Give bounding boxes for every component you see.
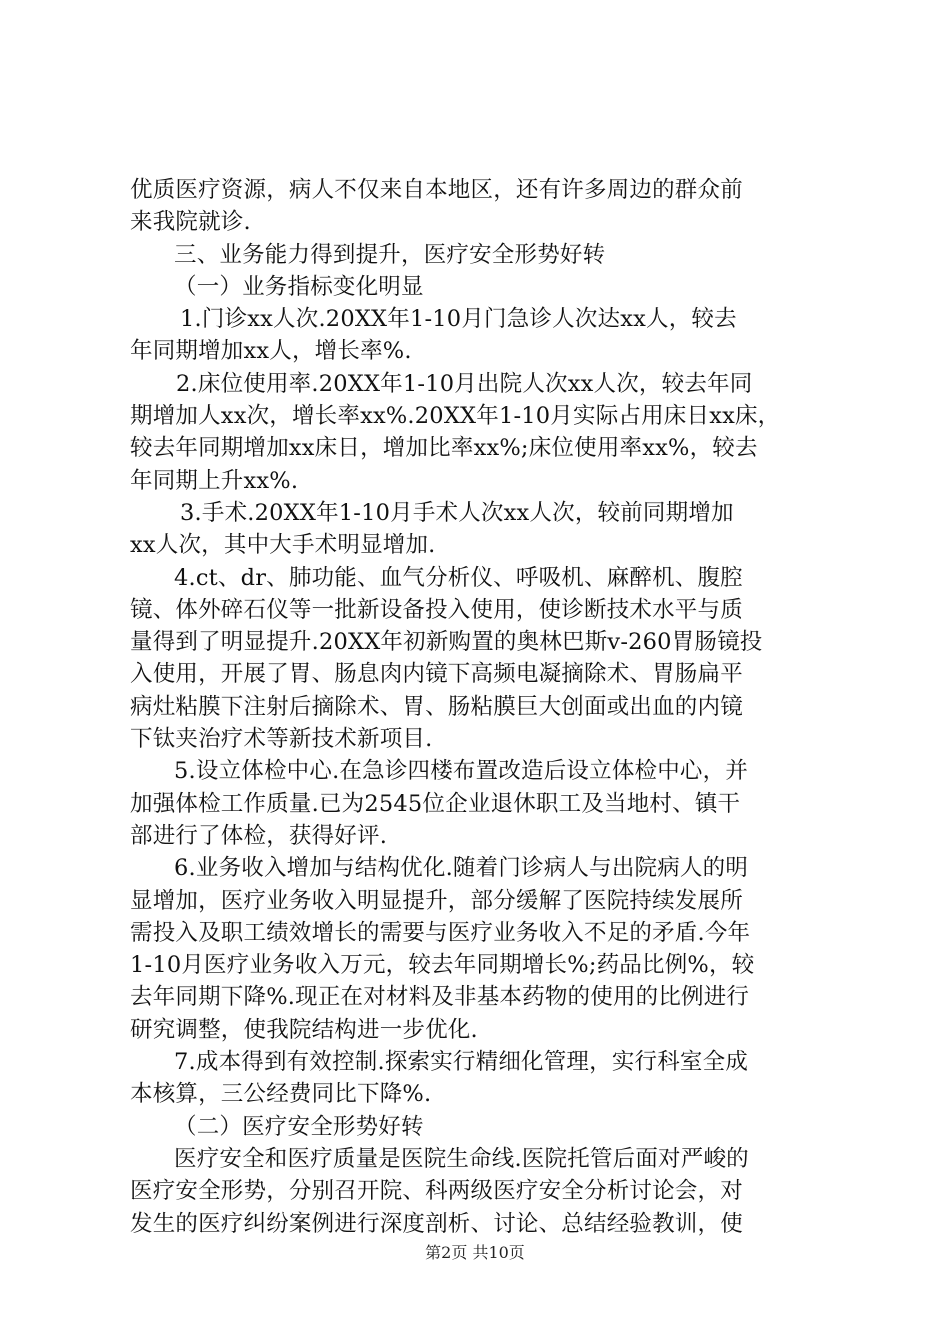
body-line: 加强体检工作质量.已为2545位企业退休职工及当地村、镇干 [130, 790, 741, 817]
subsection-heading: （一）业务指标变化明显 [174, 273, 424, 300]
body-line: 6.业务收入增加与结构优化.随着门诊病人与出院病人的明 [174, 855, 749, 882]
body-line: 1.门诊xx人次.20XX年1-10月门急诊人次达xx人，较去 [180, 306, 737, 333]
body-line: xx人次，其中大手术明显增加. [130, 532, 436, 559]
body-line: 量得到了明显提升.20XX年初新购置的奥林巴斯v-260胃肠镜投 [130, 629, 763, 656]
body-line: 2.床位使用率.20XX年1-10月出院人次xx人次，较去年同 [176, 370, 753, 397]
body-line: 需投入及职工绩效增长的需要与医疗业务收入不足的矛盾.今年 [130, 919, 751, 946]
body-line: 较去年同期增加xx床日，增加比率xx%;床位使用率xx%，较去 [130, 435, 758, 462]
body-line: 3.手术.20XX年1-10月手术人次xx人次，较前同期增加 [180, 499, 734, 526]
body-line: 医疗安全和医疗质量是医院生命线.医院托管后面对严峻的 [174, 1145, 749, 1172]
body-line: 镜、体外碎石仪等一批新设备投入使用，使诊断技术水平与质 [130, 596, 743, 623]
body-line: 医疗安全形势，分别召开院、科两级医疗安全分析讨论会，对 [130, 1178, 743, 1205]
body-line: 期增加人xx次，增长率xx%.20XX年1-10月实际占用床日xx床， [130, 403, 781, 430]
body-line: 4.ct、dr、肺功能、血气分析仪、呼吸机、麻醉机、腹腔 [174, 564, 743, 591]
body-line: 发生的医疗纠纷案例进行深度剖析、讨论、总结经验教训，使 [130, 1210, 743, 1237]
section-heading: 三、业务能力得到提升，医疗安全形势好转 [174, 241, 606, 268]
body-line: 5.设立体检中心.在急诊四楼布置改造后设立体检中心，并 [174, 758, 749, 785]
body-line: 年同期上升xx%. [130, 467, 299, 494]
body-line: 7.成本得到有效控制.探索实行精细化管理，实行科室全成 [174, 1049, 749, 1076]
body-line: 来我院就诊. [130, 209, 251, 236]
page-number-footer: 第2页 共10页 [425, 1243, 525, 1262]
body-line: 去年同期下降%.现正在对材料及非基本药物的使用的比例进行 [130, 984, 750, 1011]
body-line: 年同期增加xx人，增长率%. [130, 338, 412, 365]
subsection-heading: （二）医疗安全形势好转 [174, 1113, 424, 1140]
body-line: 优质医疗资源，病人不仅来自本地区，还有许多周边的群众前 [130, 177, 743, 203]
body-line: 显增加，医疗业务收入明显提升，部分缓解了医院持续发展所 [130, 887, 743, 914]
body-line: 入使用，开展了胃、肠息肉内镜下高频电凝摘除术、胃肠扁平 [130, 661, 743, 688]
body-line: 1-10月医疗业务收入万元，较去年同期增长%;药品比例%，较 [130, 952, 755, 979]
body-line: 研究调整，使我院结构进一步优化. [130, 1016, 478, 1043]
body-line: 部进行了体检，获得好评. [130, 822, 388, 849]
body-line: 病灶粘膜下注射后摘除术、胃、肠粘膜巨大创面或出血的内镜 [130, 693, 743, 720]
body-line: 本核算，三公经费同比下降%. [130, 1081, 432, 1108]
document-body [130, 174, 830, 1240]
body-line: 下钛夹治疗术等新技术新项目. [130, 726, 433, 753]
